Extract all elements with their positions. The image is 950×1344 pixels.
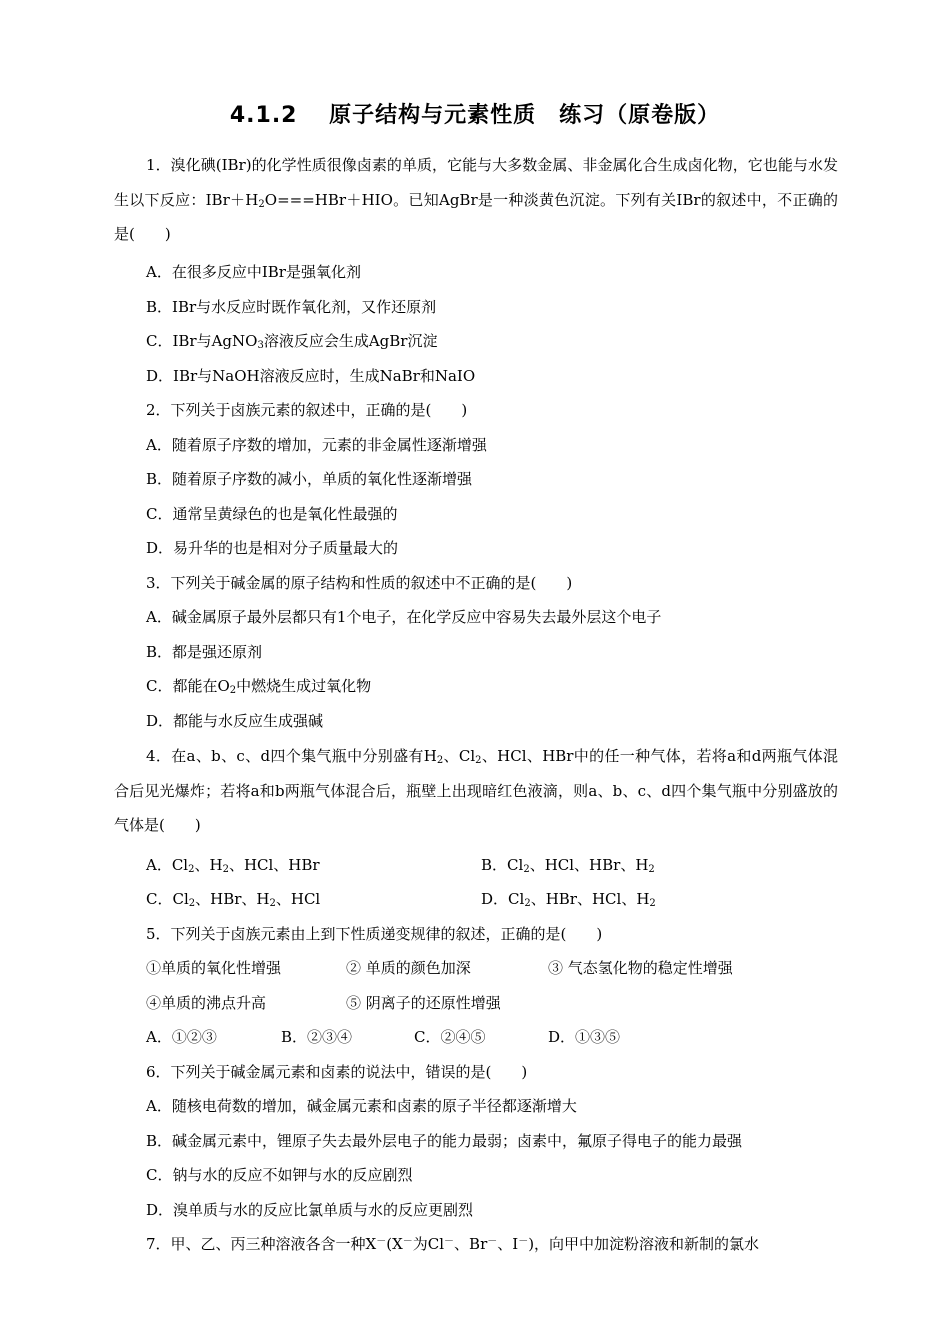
question-5-item: ④单质的沸点升高 — [146, 994, 267, 1012]
question-2-option-b: B．随着原子序数的减小，单质的氧化性逐渐增强 — [146, 470, 473, 488]
question-5-item: ①单质的氧化性增强 — [146, 959, 282, 977]
question-1-stem: 1．溴化碘(IBr)的化学性质很像卤素的单质，它能与大多数金属、非金属化合生成卤化物，它也能与水发生以下反应：$IBr+H_2O===HBr+HIO$。已知AgBr是一种淡黄色沉淀。下列有关IBr的叙述中，不正确的是( ) — [114, 156, 838, 243]
question-1-option-d: D．IBr与NaOH溶液反应时，生成NaBr和NaIO — [146, 367, 476, 385]
question-1-option-b: B．IBr与水反应时既作氧化剂，又作还原剂 — [146, 298, 437, 316]
question-1-option-c: C．IBr与AgNO$_3$溶液反应会生成AgBr沉淀 — [146, 332, 438, 351]
question-4-option-c: C．$Cl_2$、HBr、$H_2$、HCl — [146, 890, 321, 909]
question-4-option-b: B．$Cl_2$、HCl、HBr、$H_2$ — [481, 856, 655, 875]
page-title: 4.1.2 原子结构与元素性质 练习（原卷版） — [229, 103, 721, 128]
question-4-option-a: A．$Cl_2$、$H_2$、HCl、HBr — [146, 856, 320, 875]
question-5-item: ③ 气态氢化物的稳定性增强 — [548, 959, 733, 977]
question-5-item: ② 单质的颜色加深 — [346, 959, 471, 977]
question-5-option-d: D．①③⑤ — [548, 1028, 621, 1046]
question-5-option-c: C．②④⑤ — [414, 1028, 486, 1046]
question-5-option-b: B．②③④ — [281, 1028, 353, 1046]
question-4-option-d: D．$Cl_2$、HBr、HCl、$H_2$ — [481, 890, 656, 909]
question-6-option-a: A．随核电荷数的增加，碱金属元素和卤素的原子半径都逐渐增大 — [146, 1097, 577, 1115]
question-6-option-d: D．溴单质与水的反应比氯单质与水的反应更剧烈 — [146, 1201, 474, 1219]
question-3-option-c: C．都能在$O_2$中燃烧生成过氧化物 — [146, 677, 372, 696]
question-4-stem: 4．在a、b、c、d四个集气瓶中分别盛有$H_2$、$Cl_2$、HCl、HBr中的任一种气体，若将a和d两瓶气体混合后见光爆炸；若将a和b两瓶气体混合后，瓶壁上出现暗红色液滴，则a、b、c、d四个集气瓶中分别盛放的气体是( ) — [114, 747, 838, 834]
question-6-stem: 6．下列关于碱金属元素和卤素的说法中，错误的是( ) — [146, 1063, 528, 1081]
question-3-stem: 3．下列关于碱金属的原子结构和性质的叙述中不正确的是( ) — [146, 574, 573, 592]
question-5-option-a: A．①②③ — [146, 1028, 217, 1046]
question-2-option-d: D．易升华的也是相对分子质量最大的 — [146, 539, 399, 557]
question-3-option-a: A．碱金属原子最外层都只有1个电子，在化学反应中容易失去最外层这个电子 — [146, 608, 662, 626]
question-3-option-d: D．都能与水反应生成强碱 — [146, 712, 324, 730]
question-7-stem: 7．甲、乙、丙三种溶液各含一种X－(X－为Cl－、Br－、I－)，向甲中加淀粉溶液和新制的氯水 — [146, 1235, 760, 1253]
question-2-option-a: A．随着原子序数的增加，元素的非金属性逐渐增强 — [146, 436, 487, 454]
question-1-option-a: A．在很多反应中IBr是强氧化剂 — [146, 263, 361, 281]
question-6-option-c: C．钠与水的反应不如钾与水的反应剧烈 — [146, 1166, 413, 1184]
question-5-item: ⑤ 阴离子的还原性增强 — [346, 994, 501, 1012]
question-2-stem: 2．下列关于卤族元素的叙述中，正确的是( ) — [146, 401, 468, 419]
question-2-option-c: C．通常呈黄绿色的也是氧化性最强的 — [146, 505, 398, 523]
question-3-option-b: B．都是强还原剂 — [146, 643, 263, 661]
question-6-option-b: B．碱金属元素中，锂原子失去最外层电子的能力最弱；卤素中，氟原子得电子的能力最强 — [146, 1132, 743, 1150]
question-5-stem: 5．下列关于卤族元素由上到下性质递变规律的叙述，正确的是( ) — [146, 925, 603, 943]
